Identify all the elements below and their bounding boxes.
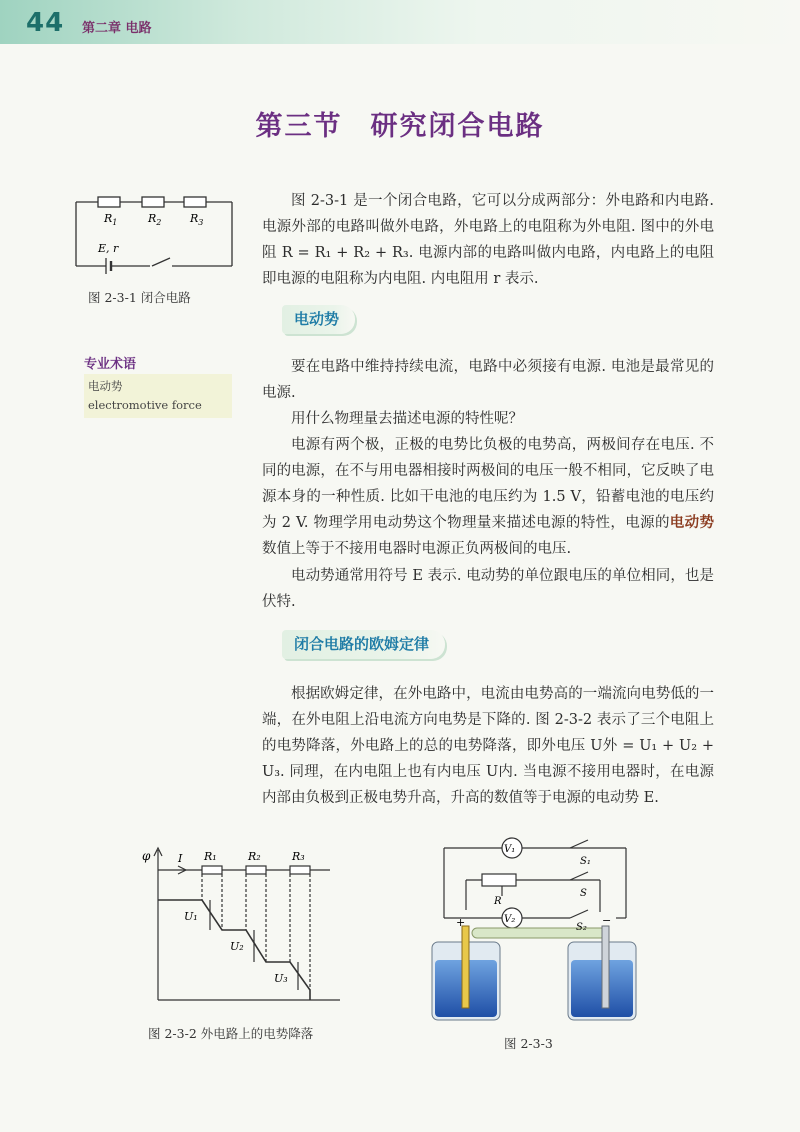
label-u3: U₃ — [274, 972, 288, 985]
resistor-r2 — [142, 197, 164, 207]
svg-text:S₁: S₁ — [580, 856, 591, 867]
switch-s1 — [570, 840, 588, 848]
figure-closed-circuit — [72, 188, 242, 278]
highlight-emf: 电动势 — [669, 514, 714, 531]
label-u2: U₂ — [230, 940, 244, 953]
paragraph-emf-3 — [262, 432, 714, 562]
paragraph-emf-1: 要在电路中维持持续电流，电路中必须接有电源. 电池是最常见的电源. — [262, 359, 714, 401]
label-r2: $R_2$ — [148, 212, 162, 227]
electrode-left — [462, 926, 469, 1008]
paragraph-intro: 图 2-3-1 是一个闭合电路，它可以分成两部分：外电路和内电路. 电源外部的电路叫做外电路，外电路上的电阻称为外电阻. 图中的外电阻 R = R₁ + R₂ + R₃. 电源内部的电路叫做内电路，内电路上的电阻即电源的电阻称为内电阻. 内电阻用 r 表示. — [262, 193, 714, 287]
page-number: 44 — [26, 8, 65, 38]
page-header — [0, 0, 800, 44]
label-u1: U₁ — [184, 910, 198, 923]
term-en: electromotive force — [88, 398, 202, 412]
figure-caption-2-3-3: 图 2-3-3 — [504, 1036, 553, 1051]
label-r3: R₃ — [292, 850, 305, 863]
term-box-title: 专业术语 — [84, 357, 137, 372]
label-current: I — [178, 852, 183, 865]
electrode-right — [602, 926, 609, 1008]
section-number: 第三节 — [255, 111, 343, 142]
paragraph-emf-3-a: 电源有两个极，正极的电势比负极的电势高，两极间存在电压. 不同的电源，在不与用电器相接时两极间的电压一般不相同，它反映了电源本身的一种性质. 比如干电池的电压约为 1.5 V，铅蓄电池的电压约为 2 V. 物理学用电动势这个物理量来描述电源的特性，电源的 — [262, 437, 714, 531]
label-r3: $R_3$ — [190, 212, 204, 227]
label-source: E, r — [98, 242, 119, 255]
switch-s2 — [570, 910, 588, 918]
section-name: 研究闭合电路 — [370, 111, 545, 142]
switch-s — [570, 872, 588, 880]
subhead-ohm: 闭合电路的欧姆定律 — [282, 630, 445, 659]
figure-potential-drop — [140, 840, 350, 1020]
term-box-body — [84, 374, 232, 418]
svg-text:+: + — [456, 916, 466, 929]
paragraph-emf-2: 用什么物理量去描述电源的特性呢？ — [291, 411, 523, 427]
svg-text:V₁: V₁ — [504, 844, 516, 855]
resistor-r3 — [184, 197, 206, 207]
resistor-r1 — [98, 197, 120, 207]
svg-text:S₂: S₂ — [576, 922, 587, 933]
svg-text:−: − — [602, 914, 612, 927]
paragraph-ohm: 根据欧姆定律，在外电路中，电流由电势高的一端流向电势低的一端，在外电阻上沿电流方向电势是下降的. 图 2-3-2 表示了三个电阻上的电势降落，外电路上的总的电势降落，即外电压 U外 = U₁ + U₂ + U₃. 同理，在内电阻上也有内电压 U内. 当电源不接用电器时，在电源内部由负极到正极电势升高，升高的数值等于电源的电动势 E. — [262, 686, 714, 806]
chapter-title: 第二章 电路 — [82, 21, 152, 36]
term-zh: 电动势 — [88, 379, 123, 393]
svg-text:S: S — [580, 888, 587, 899]
term-box — [84, 353, 232, 418]
label-r2: R₂ — [248, 850, 261, 863]
label-r1: $R_1$ — [104, 212, 118, 227]
subhead-emf: 电动势 — [282, 305, 355, 334]
paragraph-emf-3-b: 数值上等于不接用电器时电源正负两极间的电压. — [262, 541, 572, 557]
label-phi: φ — [142, 849, 151, 863]
figure-caption-2-3-1: 图 2-3-1 闭合电路 — [88, 290, 191, 305]
rheostat — [482, 874, 516, 886]
svg-text:V₂: V₂ — [504, 914, 516, 925]
figure-caption-2-3-2: 图 2-3-2 外电路上的电势降落 — [148, 1026, 314, 1041]
switch — [152, 258, 170, 266]
svg-text:R: R — [494, 896, 502, 907]
paragraph-emf-4: 电动势通常用符号 E 表示. 电动势的单位跟电压的单位相同，也是伏特. — [262, 568, 714, 610]
figure-apparatus — [420, 830, 650, 1030]
label-r1: R₁ — [204, 850, 217, 863]
section-title — [0, 104, 800, 143]
